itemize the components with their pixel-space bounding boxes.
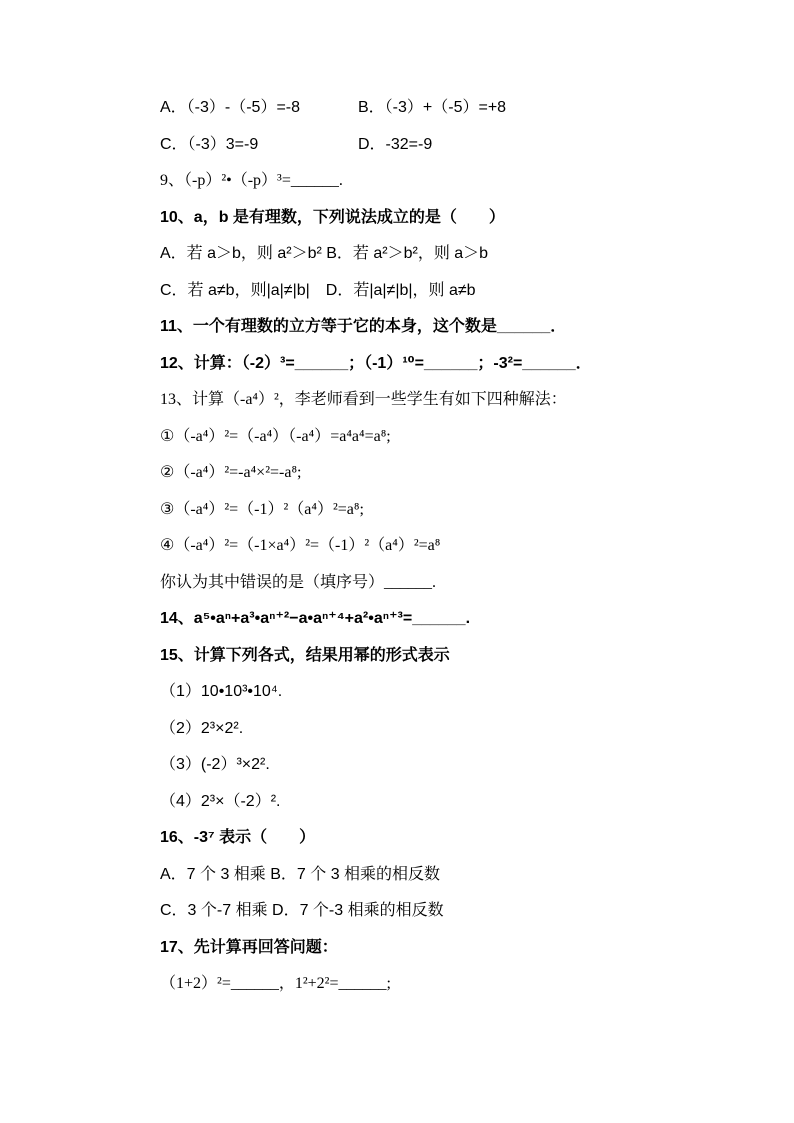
q10-options-ab: A．若 a＞b，则 a²＞b² B．若 a²＞b²，则 a＞b [160, 245, 489, 262]
q13-method-4: ④（-a⁴）²=（-1×a⁴）²=（-1）²（a⁴）²=a⁸ [160, 537, 441, 554]
q13-answer-prompt: 你认为其中错误的是（填序号）______. [160, 574, 437, 591]
q8-option-b: B．（-3）+（-5）=+8 [358, 99, 507, 116]
q13-method-1: ①（-a⁴）²=（-a⁴）（-a⁴）=a⁴a⁴=a⁸; [160, 428, 391, 445]
question-10: 10、a，b 是有理数，下列说法成立的是（ ） [160, 209, 505, 226]
question-9: 9、（-p）²•（-p）³=______. [160, 172, 343, 189]
question-14: 14、a⁵•aⁿ+a³•aⁿ⁺²−a•aⁿ⁺⁴+a²•aⁿ⁺³=______. [160, 610, 471, 627]
question-15: 15、计算下列各式，结果用幂的形式表示 [160, 647, 450, 664]
question-17: 17、先计算再回答问题： [160, 939, 338, 956]
q8-option-c: C．（-3）3=-9 [160, 136, 259, 153]
q10-options-cd: C．若 a≠b，则|a|≠|b| D．若|a|≠|b|，则 a≠b [160, 282, 476, 299]
q16-options-ab: A．7 个 3 相乘 B．7 个 3 相乘的相反数 [160, 866, 441, 883]
q8-option-d: D．-32=-9 [358, 136, 433, 153]
question-16: 16、-3⁷ 表示（ ） [160, 829, 316, 846]
q13-method-2: ②（-a⁴）²=-a⁴×²=-a⁸; [160, 464, 302, 481]
q15-part-3: （3）(-2）³×2². [160, 756, 270, 773]
question-11: 11、一个有理数的立方等于它的本身，这个数是______． [160, 318, 567, 335]
q15-part-4: （4）2³×（-2）². [160, 793, 281, 810]
q16-options-cd: C．3 个-7 相乘 D．7 个-3 相乘的相反数 [160, 902, 444, 919]
question-13: 13、计算（-a⁴）²，李老师看到一些学生有如下四种解法： [160, 391, 567, 408]
q15-part-1: （1）10•10³•10⁴. [160, 683, 283, 700]
q15-part-2: （2）2³×2². [160, 720, 244, 737]
q13-method-3: ③（-a⁴）²=（-1）²（a⁴）²=a⁸; [160, 501, 364, 518]
q8-option-a: A．（-3）-（-5）=-8 [160, 99, 301, 116]
q17-part-1: （1+2）²=______，1²+2²=______; [160, 975, 391, 992]
question-12: 12、计算：（-2）³=______；（-1）¹⁰=______；-3²=______． [160, 355, 592, 372]
